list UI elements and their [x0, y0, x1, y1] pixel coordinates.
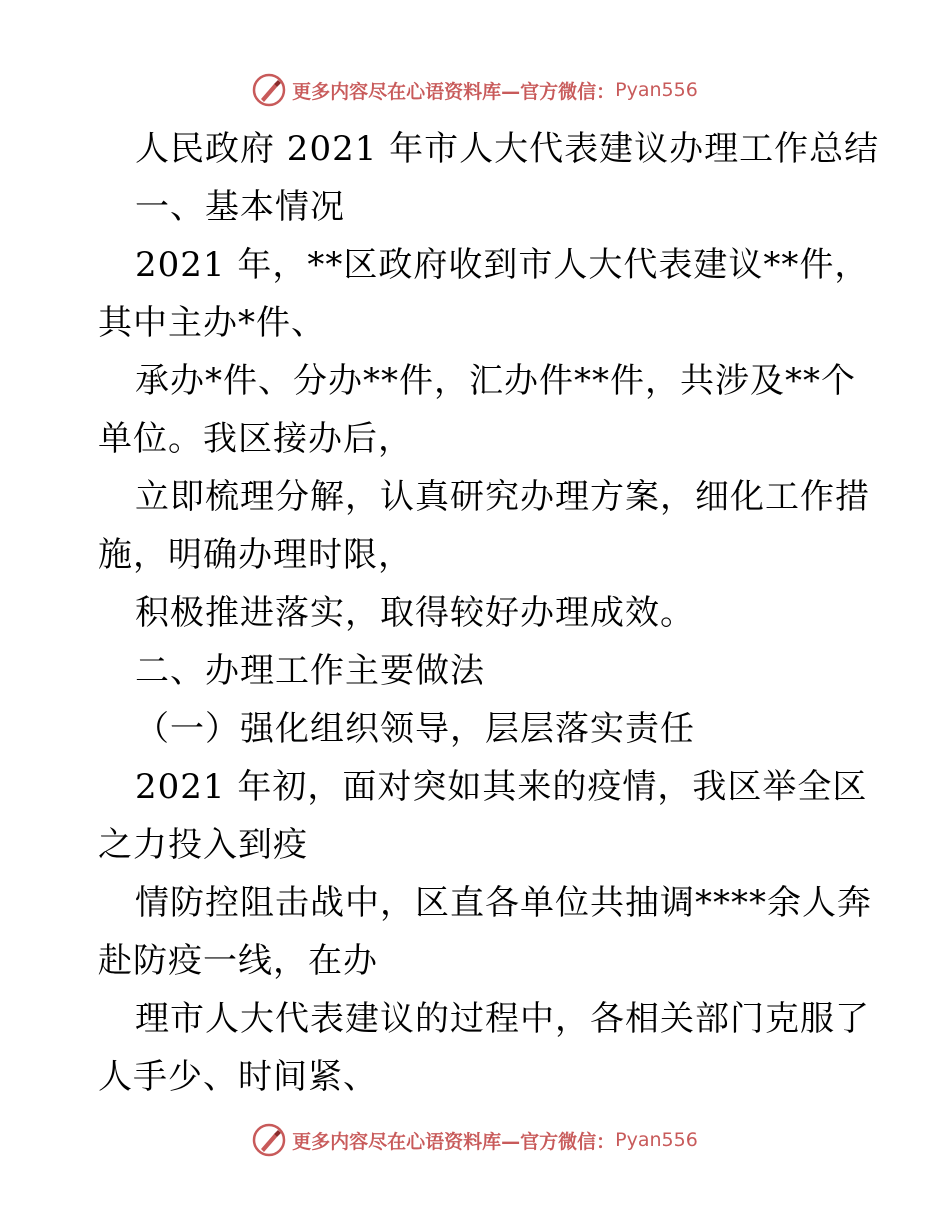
paragraph-line: 立即梳理分解，认真研究办理方案，细化工作措	[135, 477, 870, 517]
paragraph-line: 单位。我区接办后，	[98, 419, 413, 459]
paragraph-line: 赴防疫一线，在办	[98, 941, 378, 981]
paragraph-line: 积极推进落实，取得较好办理成效。	[135, 593, 695, 633]
paragraph-line: 人手少、时间紧、	[98, 1057, 378, 1097]
document-title: 人民政府 2021 年市人大代表建议办理工作总结	[135, 129, 880, 169]
paragraph-line: 承办*件、分办**件，汇办件**件，共涉及**个	[135, 361, 856, 401]
paragraph-line: 2021 年，**区政府收到市人大代表建议**件，	[135, 245, 870, 285]
pen-logo-icon	[252, 73, 286, 107]
paragraph-line: 施，明确办理时限，	[98, 535, 413, 575]
watermark-text: 更多内容尽在心语资料库—官方微信：	[292, 1130, 616, 1153]
pen-logo-icon	[252, 1123, 286, 1157]
paragraph-line: 理市人大代表建议的过程中，各相关部门克服了	[135, 999, 870, 1039]
section-heading: 一、基本情况	[135, 187, 345, 227]
header-watermark	[0, 70, 950, 110]
section-heading: 二、办理工作主要做法	[135, 651, 485, 691]
paragraph-line: 情防控阻击战中，区直各单位共抽调****余人奔	[135, 883, 872, 923]
watermark-handle: Pyan556	[615, 79, 698, 101]
watermark-handle: Pyan556	[615, 1129, 698, 1151]
paragraph-line: 其中主办*件、	[98, 303, 326, 343]
footer-watermark	[0, 1120, 950, 1160]
document-body	[98, 120, 880, 1106]
watermark-text: 更多内容尽在心语资料库—官方微信：	[292, 80, 616, 103]
paragraph-line: 之力投入到疫	[98, 825, 308, 865]
paragraph-line: 2021 年初，面对突如其来的疫情，我区举全区	[135, 767, 868, 807]
subsection-heading: （一）强化组织领导，层层落实责任	[135, 709, 695, 749]
